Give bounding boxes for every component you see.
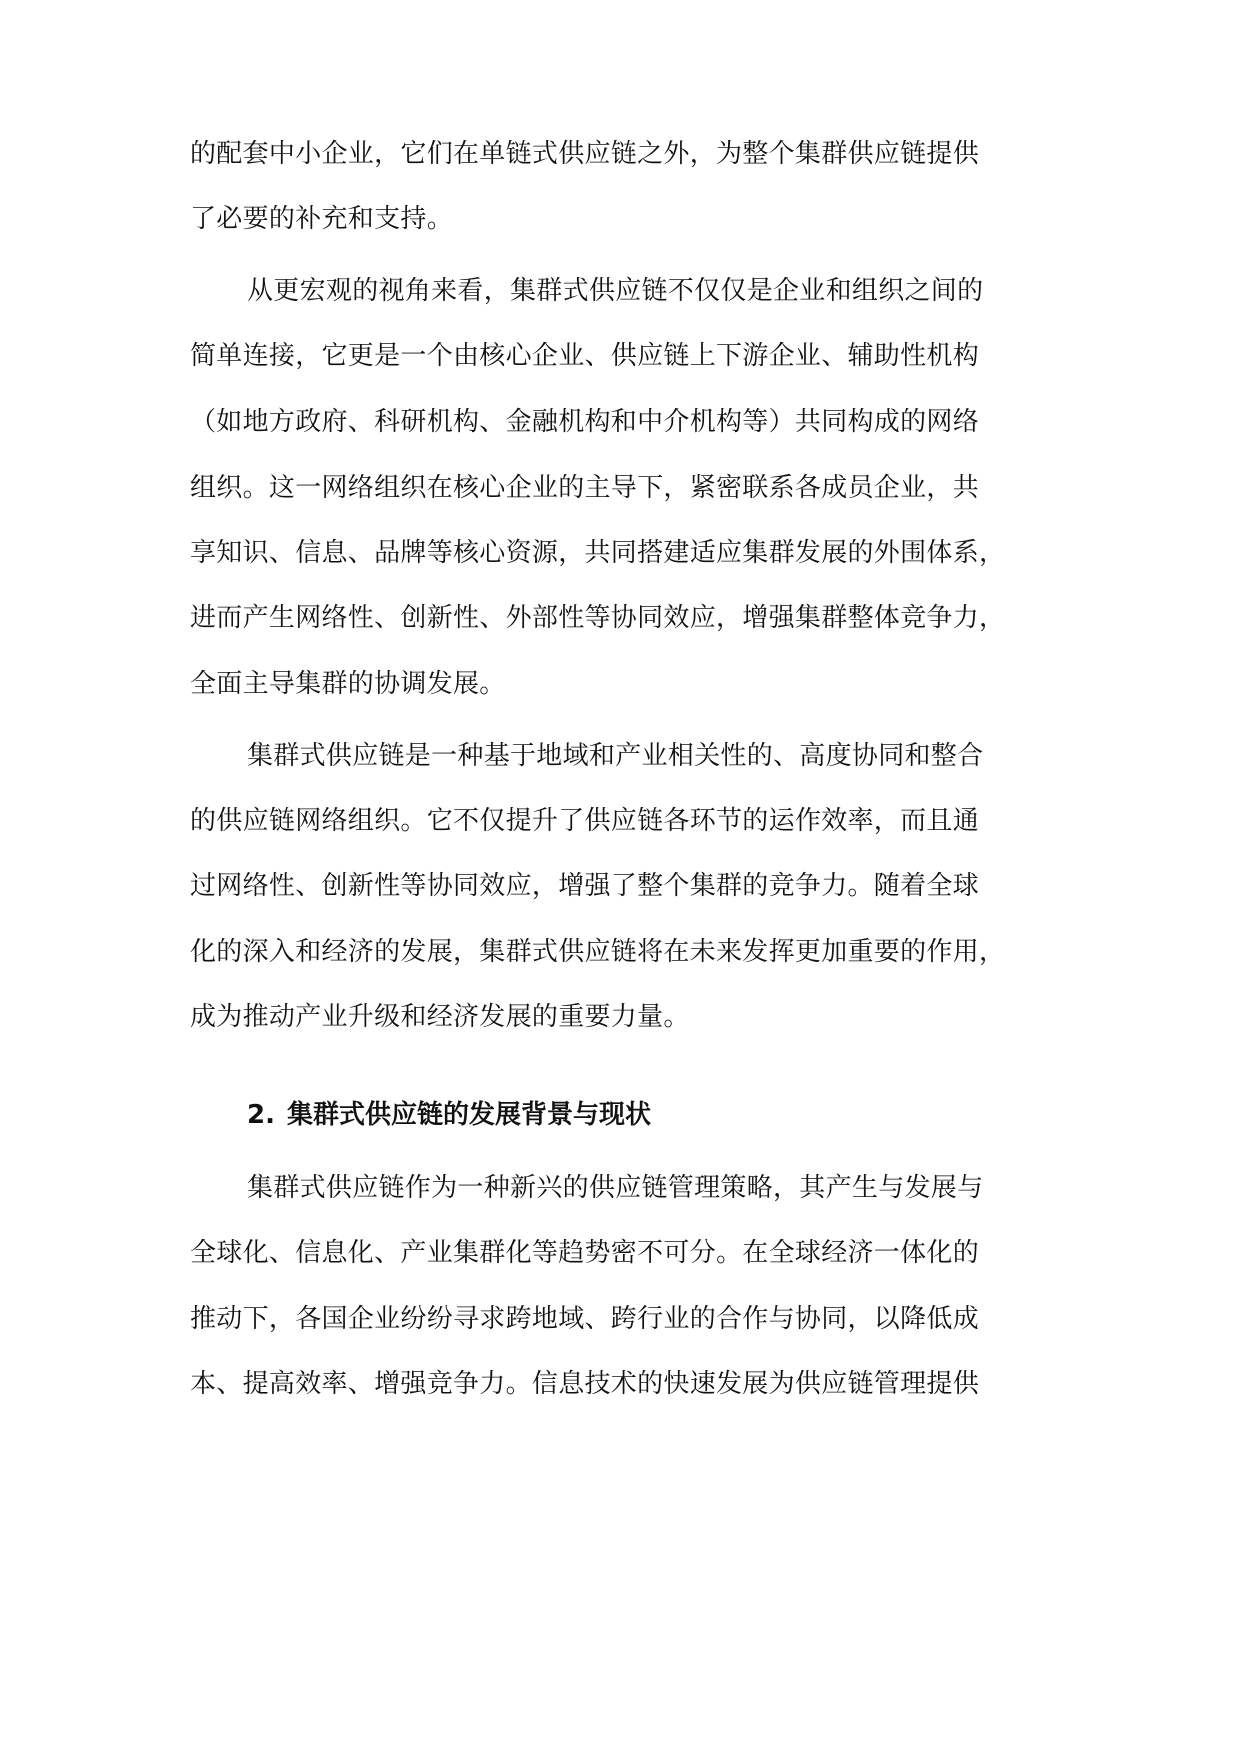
paragraph-2-line-7: 全面主导集群的协调发展。 — [190, 669, 506, 699]
paragraph-3-line-3: 过网络性、创新性等协同效应，增强了整个集群的竞争力。随着全球 — [190, 871, 980, 901]
paragraph-3-line-4: 化的深入和经济的发展，集群式供应链将在未来发挥更加重要的作用， — [190, 937, 1006, 967]
section-title: 集群式供应链的发展背景与现状 — [286, 1100, 651, 1130]
paragraph-3-line-5: 成为推动产业升级和经济发展的重要力量。 — [190, 1002, 690, 1032]
paragraph-1-line-1: 的配套中小企业，它们在单链式供应链之外，为整个集群供应链提供 — [190, 139, 980, 169]
section-number: 2. — [247, 1100, 275, 1130]
paragraph-2-line-4: 组织。这一网络组织在核心企业的主导下，紧密联系各成员企业，共 — [190, 473, 980, 503]
section-heading — [247, 1097, 651, 1133]
paragraph-2-line-1: 从更宏观的视角来看，集群式供应链不仅仅是企业和组织之间的 — [247, 276, 984, 306]
paragraph-2-line-5: 享知识、信息、品牌等核心资源，共同搭建适应集群发展的外围体系， — [190, 538, 1006, 568]
paragraph-4-line-1: 集群式供应链作为一种新兴的供应链管理策略，其产生与发展与 — [247, 1173, 984, 1203]
paragraph-4-line-4: 本、提高效率、增强竞争力。信息技术的快速发展为供应链管理提供 — [190, 1369, 980, 1399]
paragraph-3-line-2: 的供应链网络组织。它不仅提升了供应链各环节的运作效率，而且通 — [190, 806, 980, 836]
paragraph-2-line-2: 简单连接，它更是一个由核心企业、供应链上下游企业、辅助性机构 — [190, 341, 980, 371]
paragraph-3-line-1: 集群式供应链是一种基于地域和产业相关性的、高度协同和整合 — [247, 741, 984, 771]
paragraph-1-line-2: 了必要的补充和支持。 — [190, 204, 454, 234]
paragraph-2-line-6: 进而产生网络性、创新性、外部性等协同效应，增强集群整体竞争力， — [190, 603, 1006, 633]
paragraph-4-line-3: 推动下，各国企业纷纷寻求跨地域、跨行业的合作与协同，以降低成 — [190, 1304, 980, 1334]
paragraph-4-line-2: 全球化、信息化、产业集群化等趋势密不可分。在全球经济一体化的 — [190, 1238, 980, 1268]
paragraph-2-line-3: （如地方政府、科研机构、金融机构和中介机构等）共同构成的网络 — [190, 407, 980, 437]
